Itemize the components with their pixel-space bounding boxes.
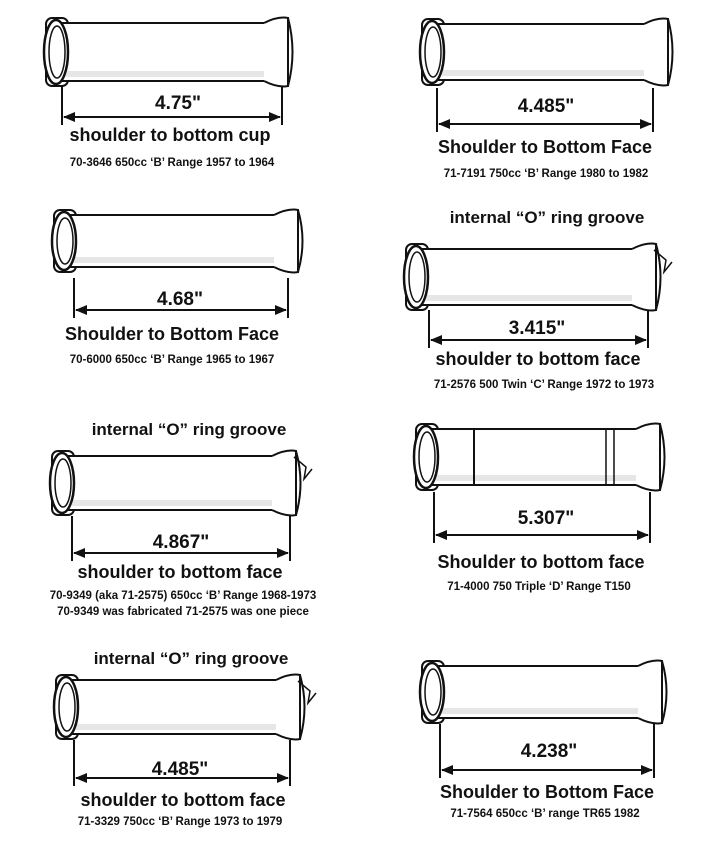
bottom-face-flare-3 bbox=[632, 244, 656, 311]
bottom-face-flare-2 bbox=[274, 210, 298, 273]
part-caption-2: 70-6000 650cc ‘B’ Range 1965 to 1967 bbox=[69, 354, 275, 366]
measurement-0: 4.75" bbox=[155, 93, 201, 114]
dim-arrow-left-1 bbox=[438, 119, 450, 129]
tube-mouth-inner-4 bbox=[55, 459, 71, 507]
measurement-5: 5.307" bbox=[517, 508, 575, 529]
dimension-label-4: shoulder to bottom face bbox=[77, 562, 283, 582]
dim-arrow-right-3 bbox=[635, 335, 647, 345]
dim-arrow-left-4 bbox=[73, 548, 85, 558]
measurement-4: 4.867" bbox=[152, 532, 210, 553]
measurement-3: 3.415" bbox=[508, 318, 566, 339]
measurement-1: 4.485" bbox=[517, 96, 575, 117]
dim-arrow-right-1 bbox=[640, 119, 652, 129]
dim-arrow-right-2 bbox=[275, 305, 287, 315]
bottom-face-flare-5 bbox=[636, 424, 660, 491]
bottom-face-flare-7 bbox=[638, 661, 662, 724]
tube-mouth-inner-7 bbox=[425, 669, 441, 715]
part-caption-4-line2: 70-9349 was fabricated 71-2575 was one piece bbox=[57, 606, 309, 618]
bottom-face-flare-0 bbox=[264, 18, 288, 87]
tube-mouth-inner-5 bbox=[419, 432, 435, 482]
tube-mouth-inner-2 bbox=[57, 218, 73, 264]
groove-note-6: internal “O” ring groove bbox=[93, 649, 289, 668]
part-caption-3: 71-2576 500 Twin ‘C’ Range 1972 to 1973 bbox=[433, 379, 655, 391]
measurement-6: 4.485" bbox=[151, 759, 209, 780]
dim-arrow-left-7 bbox=[441, 765, 453, 775]
bottom-face-flare-1 bbox=[644, 19, 668, 86]
tube-mouth-inner-1 bbox=[425, 27, 441, 77]
dim-arrow-right-4 bbox=[277, 548, 289, 558]
dim-arrow-left-6 bbox=[75, 773, 87, 783]
part-caption-1: 71-7191 750cc ‘B’ Range 1980 to 1982 bbox=[443, 168, 649, 180]
measurement-7: 4.238" bbox=[520, 741, 578, 762]
dimension-label-2: Shoulder to Bottom Face bbox=[64, 324, 280, 344]
part-caption-7: 71-7564 650cc ‘B’ range TR65 1982 bbox=[450, 808, 640, 820]
dim-arrow-left-3 bbox=[430, 335, 442, 345]
dim-arrow-left-0 bbox=[63, 112, 75, 122]
groove-note-3: internal “O” ring groove bbox=[449, 208, 645, 227]
dimension-label-1: Shoulder to Bottom Face bbox=[437, 137, 653, 157]
tube-mouth-inner-3 bbox=[409, 252, 425, 302]
dim-arrow-left-2 bbox=[75, 305, 87, 315]
dimension-label-3: shoulder to bottom face bbox=[435, 349, 641, 369]
tube-mouth-inner-0 bbox=[49, 26, 65, 78]
measurement-2: 4.68" bbox=[157, 289, 203, 310]
dimension-label-0: shoulder to bottom cup bbox=[69, 125, 271, 145]
dim-arrow-left-5 bbox=[435, 530, 447, 540]
dim-arrow-right-7 bbox=[641, 765, 653, 775]
tube-mouth-inner-6 bbox=[59, 683, 75, 731]
groove-note-4: internal “O” ring groove bbox=[91, 420, 287, 439]
part-caption-6: 71-3329 750cc ‘B’ Range 1973 to 1979 bbox=[77, 816, 283, 828]
dim-arrow-right-5 bbox=[637, 530, 649, 540]
bottom-face-flare-4 bbox=[272, 451, 296, 516]
bottom-face-flare-6 bbox=[276, 675, 300, 740]
part-caption-4-line1: 70-9349 (aka 71-2575) 650cc ‘B’ Range 1968-1973 bbox=[49, 590, 317, 602]
dimension-label-7: Shoulder to Bottom Face bbox=[439, 782, 655, 802]
dim-arrow-right-6 bbox=[277, 773, 289, 783]
dim-arrow-right-0 bbox=[269, 112, 281, 122]
part-caption-0: 70-3646 650cc ‘B’ Range 1957 to 1964 bbox=[69, 157, 275, 169]
part-caption-5: 71-4000 750 Triple ‘D’ Range T150 bbox=[447, 581, 631, 593]
dimension-label-6: shoulder to bottom face bbox=[80, 790, 286, 810]
dimension-label-5: Shoulder to bottom face bbox=[437, 552, 645, 572]
